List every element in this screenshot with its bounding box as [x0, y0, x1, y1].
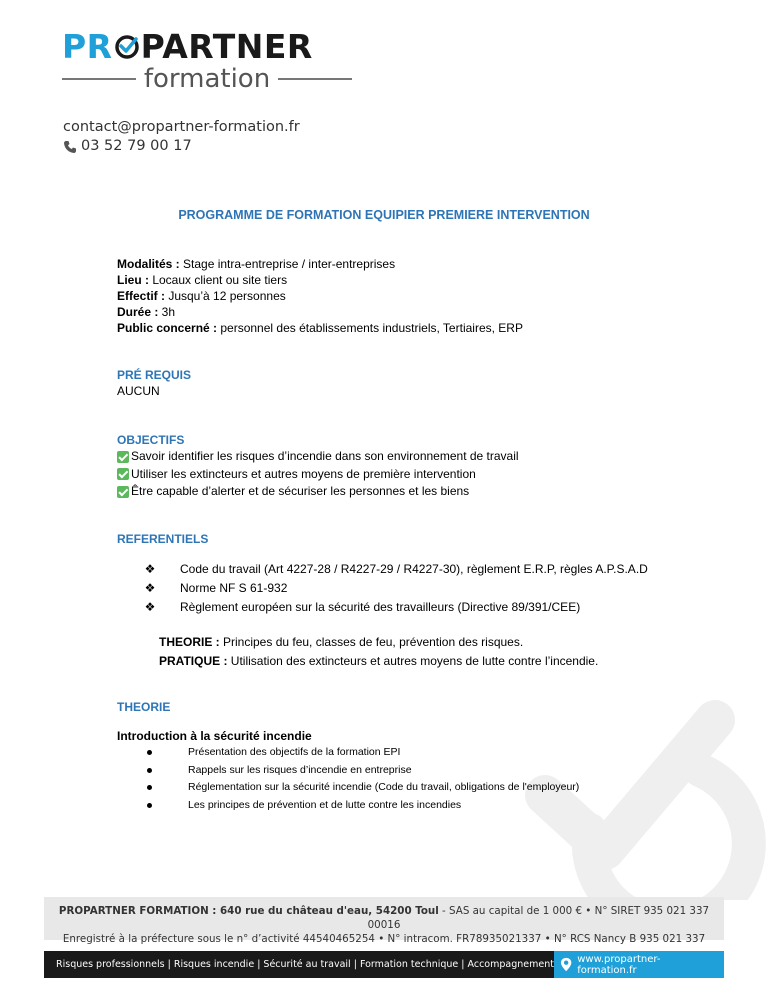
logo-divider-right [278, 78, 352, 80]
referentiel-item [117, 579, 648, 598]
detail-public [117, 320, 523, 336]
objectif-text: Être capable d’alerter et de sécuriser les personnes et les biens [131, 484, 470, 498]
detail-value: Locaux client ou site tiers [149, 273, 288, 287]
detail-label: Durée : [117, 305, 159, 319]
details-list [117, 256, 523, 336]
theorie-summary [117, 633, 648, 652]
detail-lieu [117, 272, 523, 288]
logo-brand-partner: PARTNER [140, 27, 313, 66]
prerequis-heading: PRÉ REQUIS [117, 368, 192, 382]
prerequis-section [117, 367, 191, 399]
objectif-text: Savoir identifier les risques d’incendie dans son environnement de travail [131, 449, 519, 463]
objectifs-section [117, 432, 519, 501]
detail-label: Lieu : [117, 273, 149, 287]
theorie-summary-label: THEORIE : [159, 635, 220, 649]
logo-divider-left [62, 78, 136, 80]
detail-value: personnel des établissements industriels, Tertiaires, ERP [217, 321, 523, 335]
contact-phone[interactable]: 03 52 79 00 17 [81, 138, 192, 154]
footer-website[interactable] [554, 951, 724, 978]
referentiels-heading: REFERENTIELS [117, 532, 209, 546]
theorie-heading: THEORIE [117, 700, 171, 714]
checkbox-icon [117, 486, 129, 498]
objectifs-heading: OBJECTIFS [117, 433, 185, 447]
detail-modalites [117, 256, 523, 272]
footer-line-2: Enregistré à la préfecture sous le n° d’activité 44540465254 • N° intracom. FR78935021337 • N° RCS Nancy B 935 021 337 [62, 933, 706, 945]
checkbox-icon [117, 468, 129, 480]
contact-block [63, 118, 300, 156]
logo-subtitle: formation [143, 64, 271, 94]
pratique-summary [117, 652, 648, 671]
theorie-item-text: Réglementation sur la sécurité incendie (Code du travail, obligations de l'employeur) [188, 781, 580, 793]
footer-links: Risques professionnels | Risques incendie | Sécurité au travail | Formation technique | Accompagnement [56, 959, 554, 970]
footer-bar [44, 951, 724, 978]
phone-icon [63, 140, 77, 154]
page-title: PROGRAMME DE FORMATION EQUIPIER PREMIERE INTERVENTION [178, 208, 590, 222]
referentiel-text: Norme NF S 61-932 [180, 581, 288, 595]
bullet-icon [147, 785, 152, 790]
theorie-item-text: Rappels sur les risques d’incendie en entreprise [188, 763, 412, 776]
theorie-item [117, 779, 579, 797]
bullet-icon [147, 750, 152, 755]
detail-duree [117, 304, 523, 320]
detail-value: Stage intra-entreprise / inter-entreprises [179, 257, 396, 271]
referentiel-item [117, 560, 648, 579]
contact-phone-row [63, 137, 300, 156]
objectif-text: Utiliser les extincteurs et autres moyens de première intervention [131, 466, 476, 481]
diamond-bullet-icon: ❖ [144, 600, 156, 614]
detail-effectif [117, 288, 523, 304]
detail-value: 3h [158, 305, 176, 319]
detail-label: Modalités : [117, 257, 180, 271]
pratique-summary-text: Utilisation des extincteurs et autres moyens de lutte contre l’incendie. [227, 654, 599, 668]
detail-label: Public concerné : [117, 321, 218, 335]
objectif-item [117, 466, 519, 484]
theorie-subheading: Introduction à la sécurité incendie [117, 729, 312, 743]
theorie-item [117, 762, 579, 780]
diamond-bullet-icon: ❖ [144, 562, 156, 576]
objectif-item [117, 448, 519, 466]
bullet-icon [147, 768, 152, 773]
detail-label: Effectif : [117, 289, 165, 303]
logo-brand-pro: PR [62, 27, 113, 66]
bullet-icon [147, 803, 152, 808]
theorie-summary-text: Principes du feu, classes de feu, prévention des risques. [219, 635, 524, 649]
referentiels-section [117, 531, 648, 671]
prerequis-text: AUCUN [117, 384, 160, 398]
theorie-item [117, 797, 579, 815]
checkbox-icon [117, 451, 129, 463]
referentiel-text: Code du travail (Art 4227-28 / R4227-29 / R4227-30), règlement E.R.P, règles A.P.S.A.D [180, 562, 648, 576]
footer-company-details: - SAS au capital de 1 000 € • N° SIRET 935 021 337 00016 [367, 905, 710, 931]
diamond-bullet-icon: ❖ [144, 581, 156, 595]
footer-line-1 [44, 904, 724, 932]
footer-company-name: PROPARTNER FORMATION : 640 rue du château d'eau, 54200 Toul [58, 905, 439, 917]
pratique-summary-label: PRATIQUE : [159, 654, 228, 668]
company-logo [62, 27, 352, 100]
referentiel-item [117, 598, 648, 617]
detail-value: Jusqu’à 12 personnes [165, 289, 286, 303]
logo-check-icon [114, 34, 140, 60]
theorie-section [117, 699, 579, 814]
referentiel-text: Règlement européen sur la sécurité des travailleurs (Directive 89/391/CEE) [180, 600, 581, 614]
footer-company-info [44, 897, 724, 945]
theorie-item-text: Présentation des objectifs de la formation EPI [188, 746, 401, 758]
footer-website-text[interactable]: www.propartner-formation.fr [577, 953, 661, 976]
objectif-item [117, 483, 519, 501]
contact-email[interactable]: contact@propartner-formation.fr [63, 119, 300, 135]
theorie-item [117, 744, 579, 762]
location-pin-icon [560, 957, 572, 972]
theorie-item-text: Les principes de prévention et de lutte contre les incendies [188, 798, 462, 811]
